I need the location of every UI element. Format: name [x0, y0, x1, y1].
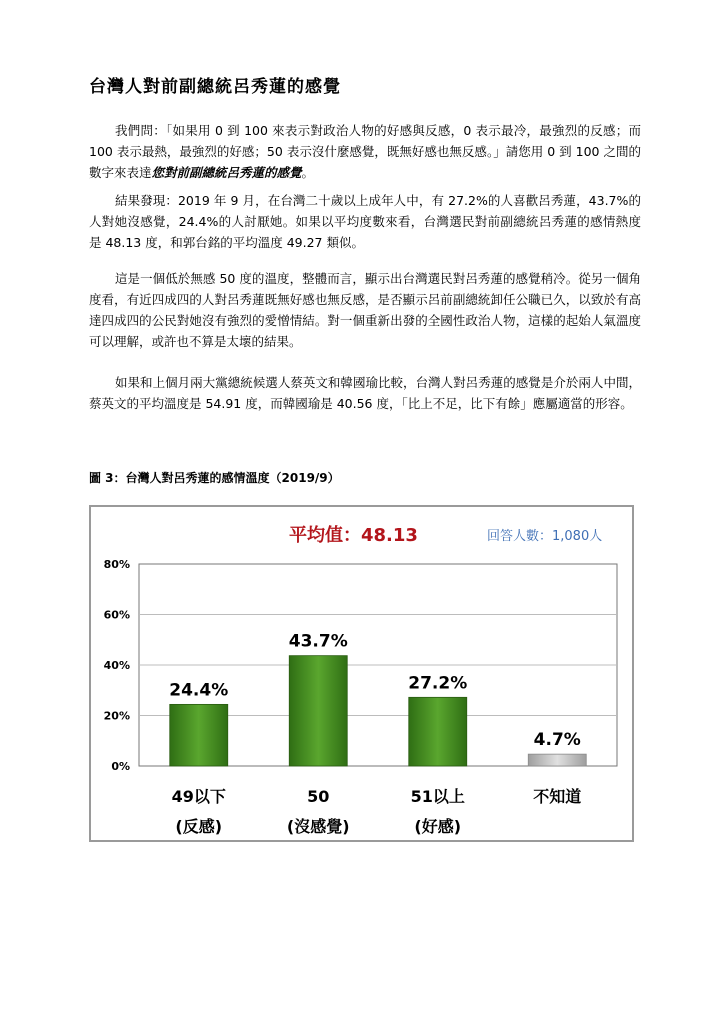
paragraph-question	[89, 120, 641, 183]
bar-chart	[91, 507, 632, 840]
question-emphasis: 您對前副總統呂秀蓮的感覺	[151, 165, 302, 180]
category-label: 不知道	[533, 787, 582, 806]
question-end: 。	[301, 165, 315, 180]
mean-value-label: 平均值：48.13	[289, 525, 418, 546]
category-label: 49以下	[171, 787, 226, 806]
category-sublabel: (反感)	[175, 817, 223, 836]
chart-frame	[89, 505, 634, 842]
respondent-count-label: 回答人數：1,080人	[487, 529, 603, 544]
data-label: 4.7%	[533, 730, 581, 751]
category-label: 51以上	[410, 787, 465, 806]
bar	[528, 754, 586, 766]
paragraph-comparison: 如果和上個月兩大黨總統候選人蔡英文和韓國瑜比較，台灣人對呂秀蓮的感覺是介於兩人中間，蔡英文的平均溫度是 54.91 度，而韓國瑜是 40.56 度，「比上不足，比下有餘」應屬適當的形容。	[89, 375, 641, 411]
bar	[289, 656, 347, 766]
bar	[409, 697, 467, 766]
paragraph-interpretation: 這是一個低於無感 50 度的溫度，整體而言，顯示出台灣選民對呂秀蓮的感覺稍冷。從另一個角度看，有近四成四的人對呂秀蓮既無好感也無反感，是否顯示呂前副總統卸任公職已久，以致於有高達四成四的公民對她沒有強烈的愛憎情結。對一個重新出發的全國性政治人物，這樣的起始人氣溫度可以理解，或許也不算是太壞的結果。	[89, 271, 641, 349]
paragraph-results: 結果發現：2019 年 9 月，在台灣二十歲以上成年人中，有 27.2%的人喜歡呂秀蓮，43.7%的人對她沒感覺，24.4%的人討厭她。如果以平均度數來看，台灣選民對前副總統呂秀蓮的感情熱度是 48.13 度，和郭台銘的平均溫度 49.27 類似。	[89, 193, 641, 250]
y-tick-label: 0%	[111, 760, 130, 773]
y-tick-label: 40%	[103, 659, 130, 672]
y-tick-label: 20%	[103, 709, 130, 723]
data-label: 27.2%	[408, 673, 468, 694]
y-tick-label: 80%	[103, 558, 130, 571]
figure-caption: 圖 3：台灣人對呂秀蓮的感情溫度（2019/9）	[89, 471, 340, 485]
question-text: 我們問：「如果用 0 到 100 來表示對政治人物的好感與反感，0 表示最冷，最強烈的反感；而 100 表示最熱，最強烈的好感；50 表示沒什麼感覺，既無好感也無反感。」請您用 0 到 100 之間的數字來表達	[89, 123, 641, 180]
data-label: 24.4%	[169, 680, 229, 701]
document-title: 台灣人對前副總統呂秀蓮的感覺	[89, 77, 341, 97]
y-tick-label: 60%	[103, 608, 130, 622]
data-label: 43.7%	[288, 631, 348, 652]
category-sublabel: (好感)	[414, 817, 462, 836]
category-label: 50	[307, 787, 330, 806]
category-sublabel: (沒感覺)	[286, 817, 350, 836]
bar	[170, 704, 228, 766]
